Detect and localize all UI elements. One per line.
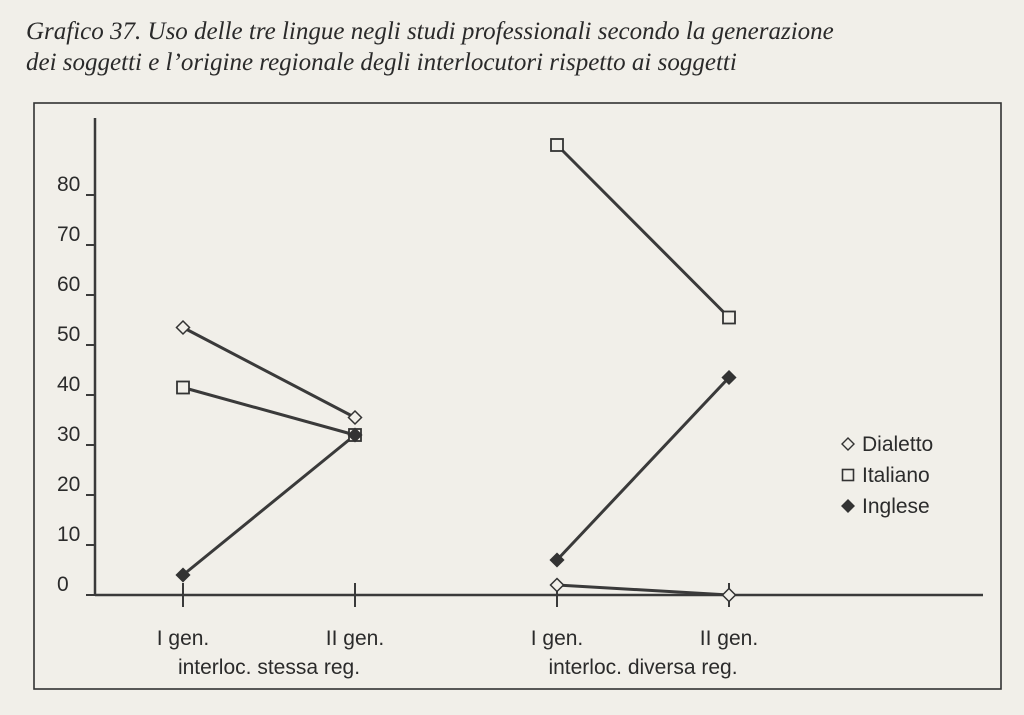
caption-line-2: dei soggetti e l’origine regionale degli interlocutori rispetto ai soggetti xyxy=(26,49,737,76)
x-category-label: II gen. xyxy=(325,627,385,650)
data-point-italiano xyxy=(723,312,735,324)
data-point-italiano xyxy=(177,382,189,394)
series-markers xyxy=(177,139,736,602)
legend-marker-diamond-icon xyxy=(842,500,854,512)
series-line-italiano-group-1 xyxy=(183,388,355,436)
legend-marker-diamond-icon xyxy=(842,438,854,450)
series-line-italiano-group-2 xyxy=(557,145,729,318)
legend-label-italiano: Italiano xyxy=(862,464,930,487)
series-line-dialetto-group-1 xyxy=(183,328,355,418)
legend-marker-square-icon xyxy=(843,470,854,481)
y-tick-label: 30 xyxy=(57,423,81,446)
data-point-dialetto xyxy=(177,321,190,334)
chart-legend xyxy=(842,433,933,518)
y-tick-label: 70 xyxy=(57,223,81,246)
data-point-dialetto xyxy=(349,411,362,424)
x-category-label: I gen. xyxy=(156,627,210,650)
chart-axes xyxy=(57,118,983,607)
x-category-label: II gen. xyxy=(699,627,759,650)
data-point-dialetto xyxy=(551,579,564,592)
y-tick-label: 20 xyxy=(57,473,81,496)
data-point-dialetto xyxy=(723,589,736,602)
caption-line-1: Grafico 37. Uso delle tre lingue negli studi professionali secondo la generazione xyxy=(26,18,834,45)
series-lines xyxy=(183,145,729,595)
y-tick-label: 0 xyxy=(57,573,69,596)
x-category-label: I gen. xyxy=(530,627,584,650)
x-group-label: interloc. stessa reg. xyxy=(177,656,361,679)
series-line-inglese-group-2 xyxy=(557,378,729,561)
x-axis-labels xyxy=(157,627,758,679)
y-tick-label: 80 xyxy=(57,173,81,196)
legend-label-dialetto: Dialetto xyxy=(862,433,934,456)
x-group-label: interloc. diversa reg. xyxy=(548,656,738,679)
data-point-italiano xyxy=(551,139,563,151)
y-tick-label: 40 xyxy=(57,373,81,396)
y-tick-label: 50 xyxy=(57,323,81,346)
series-line-dialetto-group-2 xyxy=(557,585,729,595)
y-tick-label: 10 xyxy=(57,523,81,546)
legend-label-inglese: Inglese xyxy=(862,495,930,518)
y-tick-label: 60 xyxy=(57,273,81,296)
chart-frame xyxy=(34,103,1001,689)
series-line-inglese-group-1 xyxy=(183,435,355,575)
